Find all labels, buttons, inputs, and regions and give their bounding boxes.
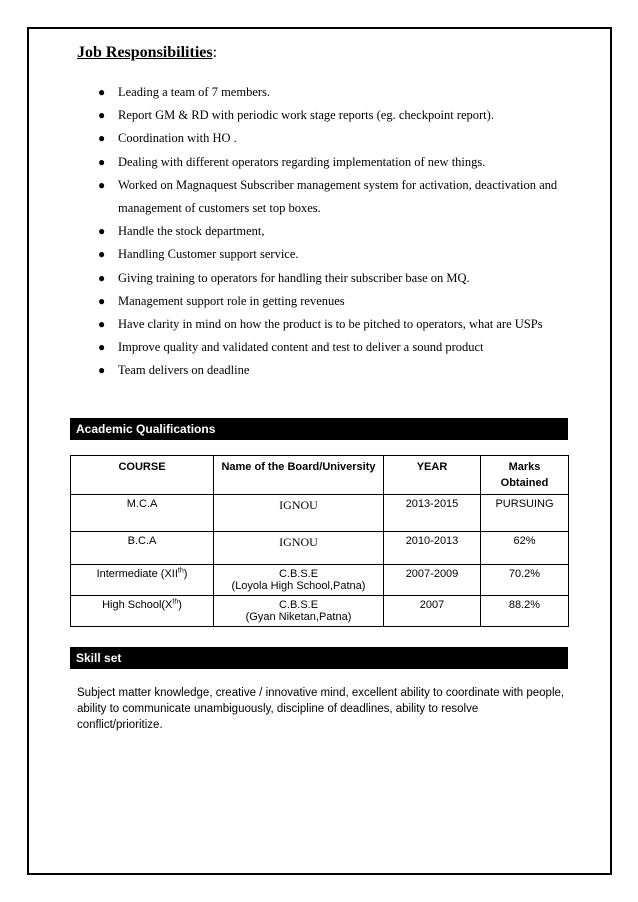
- list-item: ● Improve quality and validated content and test to deliver a sound product: [98, 340, 484, 355]
- board-cell: C.B.S.E (Gyan Niketan,Patna): [214, 596, 384, 627]
- list-item: ● Dealing with different operators regarding implementation of new things.: [98, 154, 486, 169]
- marks-cell: 88.2%: [481, 596, 569, 627]
- list-item: ● Worked on Magnaquest Subscriber management system for activation, deactivation and management of customers set top boxes.: [98, 177, 558, 216]
- list-item: ● Handling Customer support service.: [98, 247, 299, 262]
- column-header-marks: Marks Obtained: [481, 456, 569, 495]
- list-item: ● Coordination with HO .: [98, 131, 237, 146]
- course-cell: High School(Xth): [71, 596, 214, 627]
- list-item: ● Leading a team of 7 members.: [98, 85, 271, 99]
- table-row: [71, 495, 569, 532]
- year-cell: 2013-2015: [384, 495, 481, 532]
- list-item: ● Handle the stock department,: [98, 224, 265, 239]
- job-responsibilities-heading: Job Responsibilities:: [77, 44, 218, 61]
- board-cell: IGNOU: [214, 532, 384, 565]
- marks-cell: 62%: [481, 532, 569, 565]
- column-header-year: YEAR: [384, 456, 481, 495]
- list-item: ● Report GM & RD with periodic work stage reports (eg. checkpoint report).: [98, 108, 494, 123]
- column-header-course: COURSE: [71, 456, 214, 495]
- table-row: [71, 596, 569, 627]
- course-cell: B.C.A: [71, 532, 214, 565]
- course-cell: Intermediate (XIIth): [71, 565, 214, 596]
- academic-qualifications-header: Academic Qualifications: [70, 418, 568, 440]
- marks-cell: PURSUING: [481, 495, 569, 532]
- board-cell: IGNOU: [214, 495, 384, 532]
- year-cell: 2007-2009: [384, 565, 481, 596]
- column-header-board: Name of the Board/University: [214, 456, 384, 495]
- list-item: ● Team delivers on deadline: [98, 363, 250, 378]
- course-cell: M.C.A: [71, 495, 214, 532]
- board-cell: C.B.S.E (Loyola High School,Patna): [214, 565, 384, 596]
- table-row: [71, 532, 569, 565]
- table-header-row: [71, 456, 569, 495]
- list-item: ● Have clarity in mind on how the product is to be pitched to operators, what are USPs: [98, 317, 543, 332]
- skill-set-text: Subject matter knowledge, creative / innovative mind, excellent ability to coordinate with people, ability to communicate unambiguously, discipline of deadlines, ability to resolve conflict/prioritize.: [77, 687, 565, 731]
- responsibilities-list: [98, 81, 568, 383]
- table-row: [71, 565, 569, 596]
- academic-table: [70, 455, 569, 627]
- list-item: ● Management support role in getting revenues: [98, 293, 345, 308]
- marks-cell: 70.2%: [481, 565, 569, 596]
- skill-set-header: Skill set: [70, 647, 568, 669]
- list-item: ● Giving training to operators for handling their subscriber base on MQ.: [98, 270, 470, 285]
- year-cell: 2010-2013: [384, 532, 481, 565]
- year-cell: 2007: [384, 596, 481, 627]
